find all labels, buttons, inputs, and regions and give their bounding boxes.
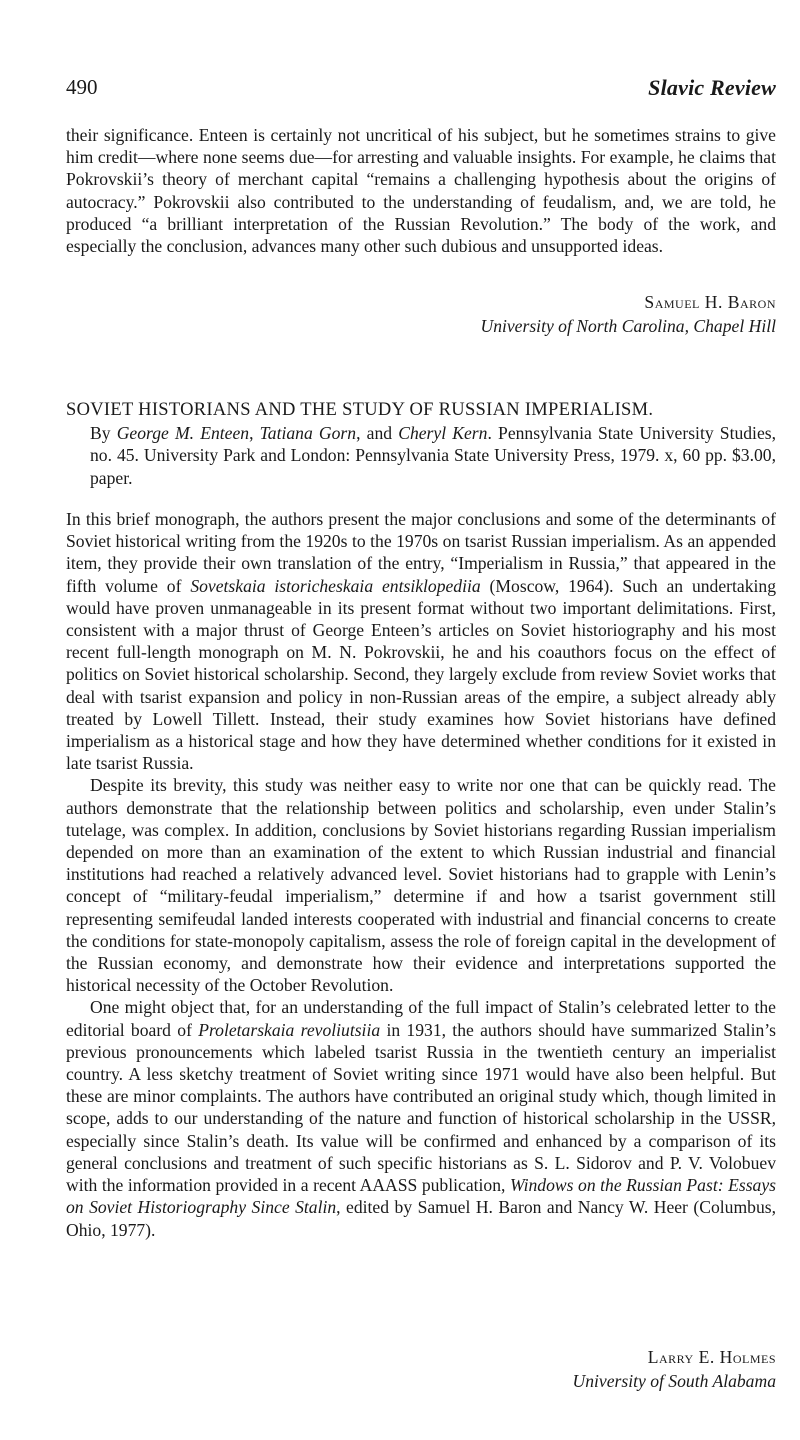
text-span: One might object that, for an understanding of the full impact of Stalin’s celebrated letter to the editorial board of: [66, 997, 776, 1040]
and-label: and: [366, 423, 393, 443]
text-span: In this brief monograph, the authors present the major conclusions and some of the determinants of Soviet historical writing from the 1920s to the 1970s on tsarist Russian imperialism. As an appended item, they provide their own translation of the entry, “Imperialism in Russia,” that appeared in the fifth volume of: [66, 509, 776, 596]
book-title: SOVIET HISTORIANS AND THE STUDY OF RUSSIAN IMPERIALISM.: [66, 400, 654, 420]
review-1-signature: [66, 290, 796, 338]
author-2: Tatiana Gorn: [259, 423, 357, 443]
reviewer-affiliation: University of South Alabama: [572, 1371, 776, 1391]
by-label: By: [90, 423, 111, 443]
reviewer-affiliation: University of North Carolina, Chapel Hill: [480, 316, 776, 336]
review-2-paragraph-1: [66, 508, 776, 774]
book-publication-info: By George M. Enteen, Tatiana Gorn, and Cheryl Kern. Pennsylvania State University Studies, no. 45. University Park and London: Pennsylvania State University Press, 1979. x, 60 pp. $3.00, paper.: [90, 423, 777, 488]
reviewer-name: Larry E. Holmes: [647, 1347, 776, 1367]
encyclopedia-title: Sovetskaia istoricheskaia entsiklopediia: [190, 575, 481, 596]
review-2-paragraph-3: [66, 996, 776, 1240]
running-head: [66, 75, 776, 101]
review-1-closing: [66, 124, 776, 257]
publication-details: . Pennsylvania State University Studies, no. 45. University Park and London: Pennsylvania State University Press, 1979. x, 60 pp. $3.00, paper.: [90, 423, 777, 488]
review-2-body: [66, 508, 776, 1241]
author-3: Cheryl Kern: [398, 423, 488, 443]
reviewer-name: Samuel H. Baron: [644, 292, 776, 312]
page-number: 490: [66, 75, 98, 99]
author-1: George M. Enteen: [116, 423, 250, 443]
review-2-signature: [66, 1345, 796, 1393]
book-reference-title: Windows on the Russian Past: Essays on Soviet Historiography Since Stalin: [66, 1175, 776, 1218]
review-1-paragraph: their significance. Enteen is certainly not uncritical of his subject, but he sometimes strains to give him credit—where none seems due—for arresting and valuable insights. For example, he claims that Pokrovskii’s theory of merchant capital “remains a challenging hypothesis about the origins of autocracy.” Pokrovskii also contributed to the understanding of feudalism, and, we are told, he produced “a brilliant interpretation of the Russian Revolution.” The body of the work, and especially the conclusion, advances many other such dubious and unsupported ideas.: [66, 125, 776, 257]
text-span: in 1931, the authors should have summarized Stalin’s previous pronouncements which labeled tsarist Russia in the twentieth century an imperialist country. A less sketchy treatment of Soviet writing since 1971 would have also been helpful. But these are minor complaints. The authors have contributed an original study which, though limited in scope, adds to our understanding of the nature and function of historical scholarship in the USSR, especially since Stalin’s death. Its value will be confirmed and enhanced by a comparison of its general conclusions and treatment of such specific historians as S. L. Sidorov and P. V. Volobuev with the information provided in a recent AAASS publication,: [66, 1019, 776, 1196]
review-2-citation: [66, 399, 776, 489]
journal-title: Slavic Review: [648, 75, 776, 100]
text-span: , edited by Samuel H. Baron and Nancy W. Heer (Columbus, Ohio, 1977).: [66, 1197, 776, 1240]
journal-name: Proletarskaia revoliutsiia: [198, 1019, 381, 1040]
review-2-paragraph-2: Despite its brevity, this study was neither easy to write nor one that can be quickly read. The authors demonstrate that the relationship between politics and scholarship, even under Stalin’s tutelage, was complex. In addition, conclusions by Soviet historians regarding Russian imperialism depended on more than an examination of the extent to which Russian industrial and financial institutions had reached a relatively advanced level. Soviet historians had to grapple with Lenin’s concept of “military-feudal imperialism,” determine if and how a tsarist government still representing semifeudal landed interests cooperated with industrial and financial concerns to create the conditions for state-monopoly capitalism, assess the role of foreign capital in the development of the Russian economy, and demonstrate how their evidence and interpretations supported the historical necessity of the October Revolution.: [66, 775, 776, 996]
text-span: (Moscow, 1964). Such an undertaking would have proven unmanageable in its present format without two important delimitations. First, consistent with a major thrust of George Enteen’s articles on Soviet historiography and his most recent full-length monograph on M. N. Pokrovskii, he and his coauthors focus on the effect of politics on Soviet historical scholarship. Second, they largely exclude from review Soviet works that deal with tsarist expansion and policy in non-Russian areas of the empire, a subject already ably treated by Lowell Tillett. Instead, their study examines how Soviet historians have defined imperialism as a historical stage and how they have determined whether conditions for it existed in late tsarist Russia.: [66, 575, 776, 774]
